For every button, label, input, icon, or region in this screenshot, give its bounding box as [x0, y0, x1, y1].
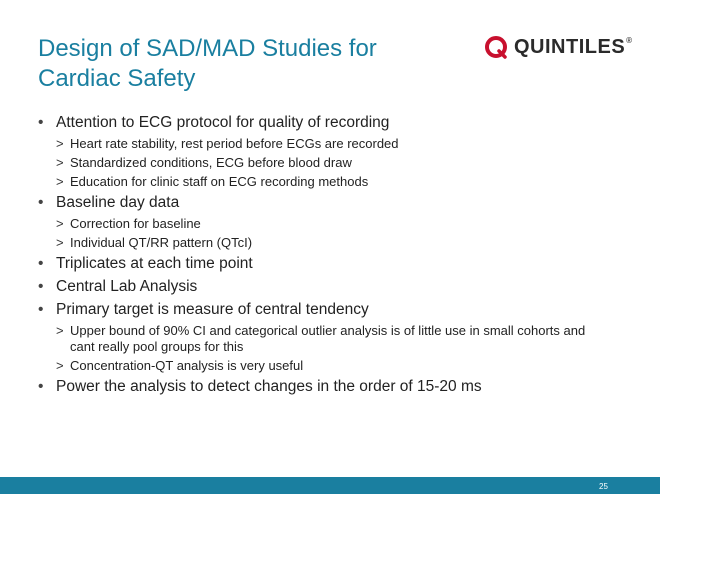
bullet-marker: •	[38, 114, 44, 131]
bullet-item	[38, 113, 598, 133]
title-line-1: Design of SAD/MAD Studies for	[38, 35, 377, 62]
sub-bullet-marker: >	[56, 323, 64, 338]
bullet-marker: •	[38, 378, 44, 395]
bullet-item	[38, 254, 598, 274]
bullet-item	[38, 377, 598, 397]
sub-bullet-marker: >	[56, 216, 64, 231]
sub-bullet-item	[38, 136, 598, 152]
quintiles-logo	[484, 30, 633, 64]
page-number: 25	[599, 482, 608, 491]
bullet-marker: •	[38, 255, 44, 272]
sub-bullet-text: Standardized conditions, ECG before blood draw	[70, 155, 352, 170]
sub-bullet-marker: >	[56, 358, 64, 373]
bullet-text: Power the analysis to detect changes in the order of 15-20 ms	[56, 378, 482, 395]
logo-ring-icon	[484, 35, 508, 59]
sub-bullet-text: Concentration-QT analysis is very useful	[70, 358, 304, 373]
logo-registered-mark: ®	[626, 35, 633, 45]
sub-bullet-text: Individual QT/RR pattern (QTcI)	[70, 235, 253, 250]
sub-bullet-item	[38, 155, 598, 171]
sub-bullet-marker: >	[56, 235, 64, 250]
sub-bullet-item	[38, 323, 598, 355]
bullet-text: Baseline day data	[56, 194, 180, 211]
sub-bullet-text: Upper bound of 90% CI and categorical outlier analysis is of little use in small cohorts and cant really pool groups for this	[70, 323, 586, 354]
bullet-text: Primary target is measure of central tendency	[56, 301, 369, 318]
bullet-item	[38, 300, 598, 320]
sub-bullet-text: Heart rate stability, rest period before ECGs are recorded	[70, 136, 399, 151]
logo-text: QUINTILES®	[514, 35, 633, 58]
bullet-item	[38, 193, 598, 213]
sub-bullet-marker: >	[56, 174, 64, 189]
sub-bullet-item	[38, 235, 598, 251]
sub-bullet-item	[38, 216, 598, 232]
sub-bullet-text: Education for clinic staff on ECG recording methods	[70, 174, 369, 189]
slide-title	[38, 34, 458, 94]
sub-bullet-marker: >	[56, 155, 64, 170]
sub-bullet-text: Correction for baseline	[70, 216, 201, 231]
bullet-text: Central Lab Analysis	[56, 278, 198, 295]
bullet-marker: •	[38, 194, 44, 211]
bullet-item	[38, 277, 598, 297]
bullet-marker: •	[38, 301, 44, 318]
bullet-text: Attention to ECG protocol for quality of recording	[56, 114, 390, 131]
sub-bullet-item	[38, 174, 598, 190]
sub-bullet-marker: >	[56, 136, 64, 151]
title-line-2: Cardiac Safety	[38, 65, 196, 92]
sub-bullet-item	[38, 358, 598, 374]
footer-bar	[0, 477, 660, 494]
bullet-marker: •	[38, 278, 44, 295]
bullet-list	[38, 110, 598, 397]
bullet-text: Triplicates at each time point	[56, 255, 253, 272]
